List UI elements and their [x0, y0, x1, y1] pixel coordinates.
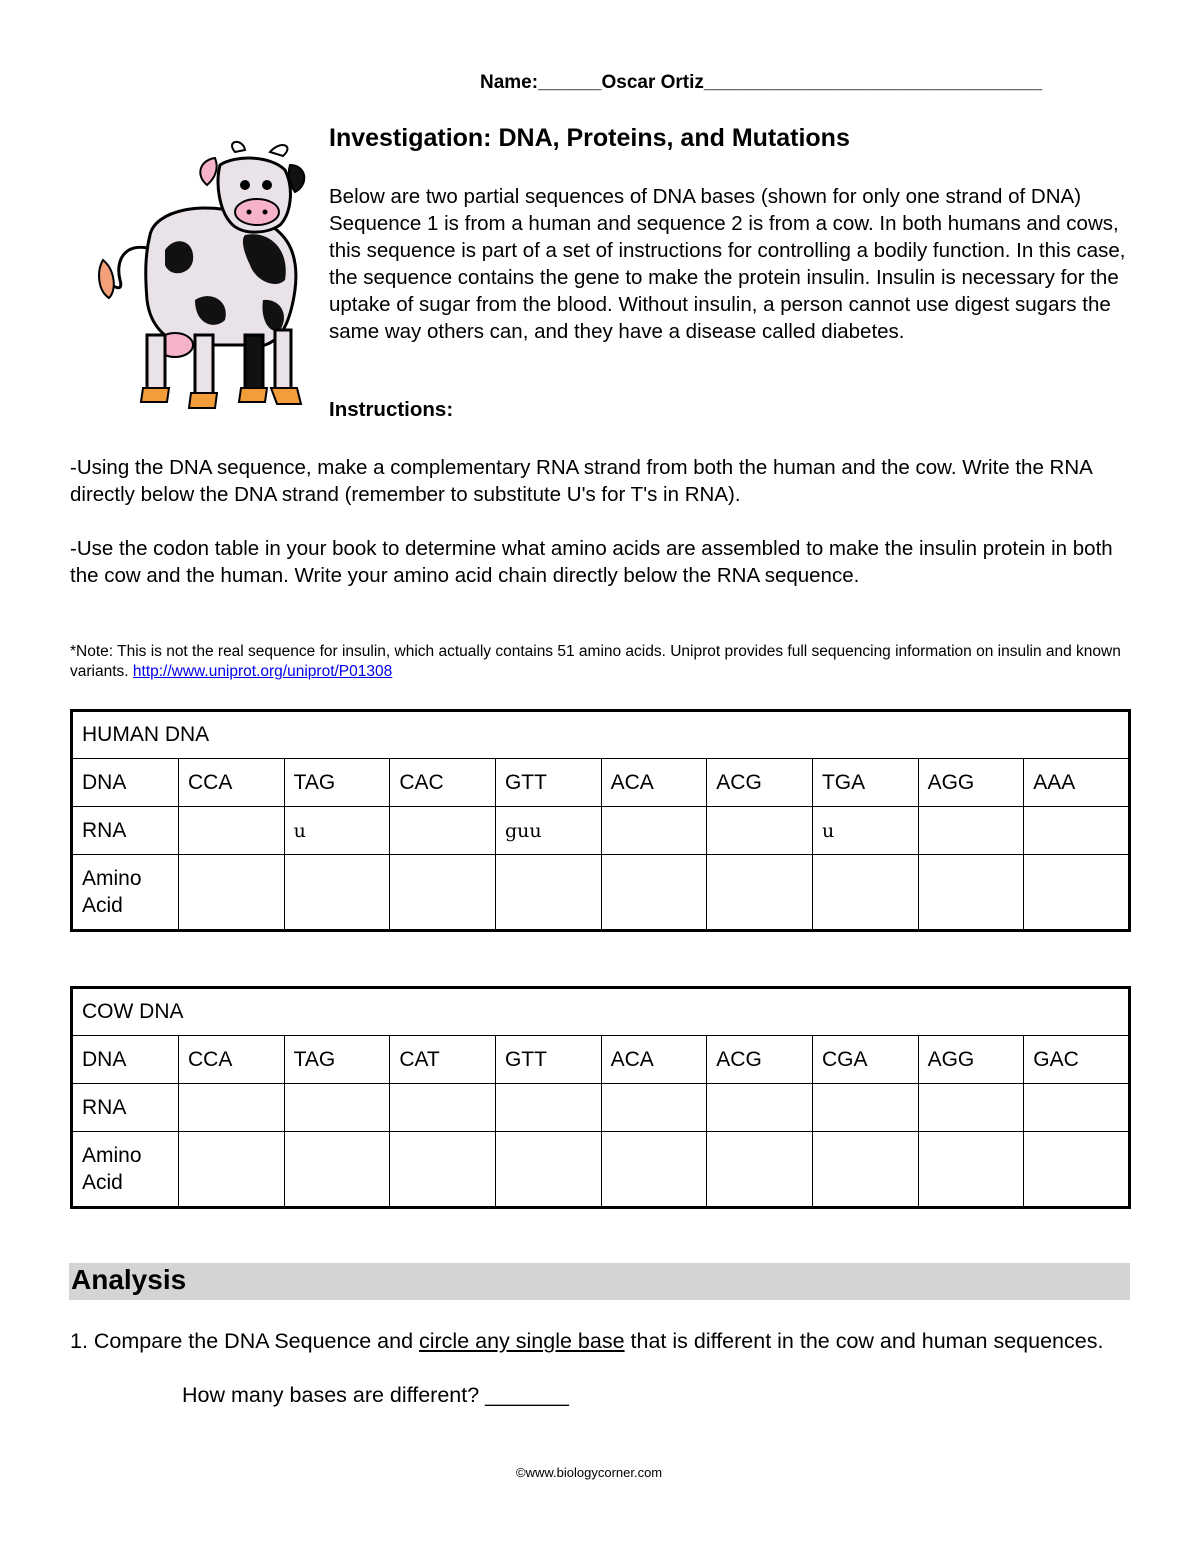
- row-label: Amino Acid: [72, 855, 179, 931]
- dna-codon: TAG: [284, 1036, 390, 1084]
- amino-cell[interactable]: [707, 855, 813, 931]
- rna-cell[interactable]: [179, 1084, 285, 1132]
- dna-codon: ACA: [601, 759, 707, 807]
- amino-cell[interactable]: [284, 855, 390, 931]
- amino-cell[interactable]: [812, 855, 918, 931]
- table-title-row: [72, 711, 1130, 759]
- rna-cell[interactable]: [179, 807, 285, 855]
- analysis-heading-bar: [69, 1263, 1130, 1300]
- row-label: DNA: [72, 759, 179, 807]
- amino-cell[interactable]: [812, 1132, 918, 1208]
- row-label: Amino Acid: [72, 1132, 179, 1208]
- instruction-step-2: -Use the codon table in your book to determine what amino acids are assembled to make the insulin protein in both the cow and the human. Write your amino acid chain directly below the RNA sequence.: [70, 537, 1113, 587]
- dna-codon: AAA: [1024, 759, 1130, 807]
- question-1-text-end: that is different in the cow and human sequences.: [624, 1329, 1104, 1353]
- dna-codon: ACG: [707, 1036, 813, 1084]
- dna-codon: CCA: [179, 1036, 285, 1084]
- rna-cell[interactable]: [495, 1084, 601, 1132]
- rna-cell[interactable]: u: [284, 807, 390, 855]
- analysis-heading: Analysis: [71, 1264, 187, 1295]
- question-1-answer-line[interactable]: How many bases are different? _______: [182, 1383, 569, 1407]
- dna-codon: GTT: [495, 1036, 601, 1084]
- amino-cell[interactable]: [1024, 855, 1130, 931]
- dna-codon: AGG: [918, 759, 1024, 807]
- amino-cell[interactable]: [390, 1132, 496, 1208]
- amino-cell[interactable]: [495, 855, 601, 931]
- row-label: DNA: [72, 1036, 179, 1084]
- amino-acid-row: [72, 855, 1130, 931]
- table-title: COW DNA: [72, 988, 1130, 1036]
- dna-codon: ACG: [707, 759, 813, 807]
- dna-codon: CCA: [179, 759, 285, 807]
- student-name-line: Name:______Oscar Ortiz________________________________: [480, 72, 1043, 93]
- footer-copyright: ©www.biologycorner.com: [516, 1465, 663, 1480]
- amino-cell[interactable]: [707, 1132, 813, 1208]
- human-dna-table: [70, 709, 1131, 932]
- amino-cell[interactable]: [179, 1132, 285, 1208]
- amino-cell[interactable]: [284, 1132, 390, 1208]
- dna-codon: CGA: [812, 1036, 918, 1084]
- table-title-row: [72, 988, 1130, 1036]
- rna-cell[interactable]: guu: [495, 807, 601, 855]
- dna-codon: TGA: [812, 759, 918, 807]
- cow-dna-table: [70, 986, 1131, 1209]
- rna-cell[interactable]: [707, 1084, 813, 1132]
- amino-cell[interactable]: [495, 1132, 601, 1208]
- rna-cell[interactable]: [918, 1084, 1024, 1132]
- rna-cell[interactable]: [1024, 1084, 1130, 1132]
- dna-codon: CAT: [390, 1036, 496, 1084]
- rna-cell[interactable]: u: [812, 807, 918, 855]
- amino-cell[interactable]: [918, 1132, 1024, 1208]
- amino-cell[interactable]: [601, 1132, 707, 1208]
- row-label: RNA: [72, 807, 179, 855]
- dna-codon: GAC: [1024, 1036, 1130, 1084]
- rna-cell[interactable]: [918, 807, 1024, 855]
- note: [70, 642, 1130, 682]
- rna-cell[interactable]: [601, 1084, 707, 1132]
- uniprot-link[interactable]: http://www.uniprot.org/uniprot/P01308: [132, 663, 393, 680]
- amino-cell[interactable]: [1024, 1132, 1130, 1208]
- question-1-text: 1. Compare the DNA Sequence and: [70, 1329, 419, 1353]
- note-text: *Note: This is not the real sequence for insulin, which actually contains 51 amino acids. Uniprot provides full sequencing information on insulin and known variants.: [70, 643, 1121, 680]
- rna-row: [72, 1084, 1130, 1132]
- rna-cell[interactable]: [707, 807, 813, 855]
- dna-codon: CAC: [390, 759, 496, 807]
- instructions-heading: Instructions:: [329, 398, 454, 421]
- instruction-step-1: -Using the DNA sequence, make a complementary RNA strand from both the human and the cow. Write the RNA directly below the DNA strand (remember to substitute U's for T's in RNA).: [70, 456, 1092, 506]
- rna-cell[interactable]: [284, 1084, 390, 1132]
- rna-cell[interactable]: [601, 807, 707, 855]
- intro-paragraph: Below are two partial sequences of DNA bases (shown for only one strand of DNA) Sequence 1 is from a human and sequence 2 is from a cow. In both humans and cows, this sequence is part of a set of instructions for controlling a bodily function. In this case, the sequence contains the gene to make the protein insulin. Insulin is necessary for the uptake of sugar from the blood. Without insulin, a person cannot use digest sugars the same way others can, and they have a disease called diabetes.: [329, 185, 1126, 343]
- amino-cell[interactable]: [179, 855, 285, 931]
- question-1-emphasis: circle any single base: [419, 1329, 625, 1353]
- rna-cell[interactable]: [390, 1084, 496, 1132]
- amino-acid-row: [72, 1132, 1130, 1208]
- dna-row: [72, 1036, 1130, 1084]
- amino-cell[interactable]: [601, 855, 707, 931]
- dna-codon: TAG: [284, 759, 390, 807]
- dna-codon: AGG: [918, 1036, 1024, 1084]
- amino-cell[interactable]: [390, 855, 496, 931]
- page-title: Investigation: DNA, Proteins, and Mutations: [329, 124, 850, 152]
- dna-codon: GTT: [495, 759, 601, 807]
- table-title: HUMAN DNA: [72, 711, 1130, 759]
- cow-illustration: [95, 140, 310, 415]
- dna-row: [72, 759, 1130, 807]
- question-1: [70, 1328, 1140, 1355]
- rna-row: [72, 807, 1130, 855]
- rna-cell[interactable]: [1024, 807, 1130, 855]
- rna-cell[interactable]: [812, 1084, 918, 1132]
- row-label: RNA: [72, 1084, 179, 1132]
- amino-cell[interactable]: [918, 855, 1024, 931]
- rna-cell[interactable]: [390, 807, 496, 855]
- dna-codon: ACA: [601, 1036, 707, 1084]
